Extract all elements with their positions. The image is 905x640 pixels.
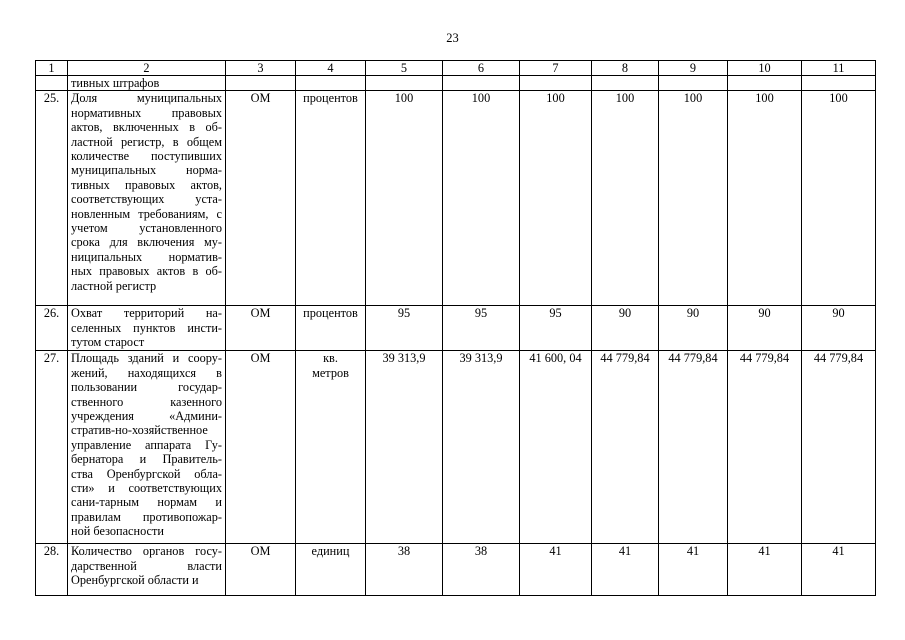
value-cell-col-11 <box>802 76 876 91</box>
indicator-name-line: ниципальных норматив- <box>71 249 222 264</box>
value-cell-col-10: 100 <box>728 91 802 306</box>
value-cell-col-7: 41 600, 04 <box>520 351 592 544</box>
unit-cell <box>296 76 366 91</box>
value-cell-col-5: 39 313,9 <box>366 351 443 544</box>
value-cell-col-9: 44 779,84 <box>659 351 728 544</box>
unit-cell <box>296 544 366 596</box>
indicator-name-line: селенных пунктов инсти- <box>71 320 222 335</box>
indicator-name-line: учреждения «Админи- <box>71 409 222 424</box>
indicator-name-line: ства Оренбургской обла- <box>71 466 222 481</box>
value-cell-col-11: 90 <box>802 306 876 351</box>
table-row <box>36 544 876 596</box>
unit-line: метров <box>312 365 349 380</box>
unit-cell <box>296 91 366 306</box>
value-cell-col-5: 100 <box>366 91 443 306</box>
indicators-table <box>35 60 876 596</box>
table-row <box>36 76 876 91</box>
indicator-name-cell <box>68 544 226 596</box>
value-cell-col-10: 41 <box>728 544 802 596</box>
value-cell-col-11: 44 779,84 <box>802 351 876 544</box>
value-cell-col-8: 90 <box>592 306 659 351</box>
indicator-name-line: ной безопасности <box>71 524 164 539</box>
unit-cell <box>296 306 366 351</box>
indicator-name-line: нормативных правовых <box>71 105 222 120</box>
header-cell-col-7: 7 <box>520 61 592 76</box>
header-cell-col-5: 5 <box>366 61 443 76</box>
value-cell-col-10 <box>728 76 802 91</box>
indicator-name-line: Количество органов госу- <box>71 544 222 559</box>
indicator-name-cell <box>68 306 226 351</box>
unit-line: кв. <box>323 351 338 366</box>
value-cell-col-11: 100 <box>802 91 876 306</box>
header-cell-col-10: 10 <box>728 61 802 76</box>
indicator-name-line: Площадь зданий и соору- <box>71 351 222 366</box>
unit-line: единиц <box>311 544 350 559</box>
indicator-name-line: жений, находящихся в <box>71 365 222 380</box>
value-cell-col-7 <box>520 76 592 91</box>
indicator-name-line: тивных правовых актов, <box>71 177 222 192</box>
value-cell-col-6: 38 <box>443 544 520 596</box>
unit-line: процентов <box>303 306 358 321</box>
source-cell: ОМ <box>226 91 296 306</box>
table-row <box>36 306 876 351</box>
indicator-name-line: Доля муниципальных <box>71 91 222 106</box>
page-number: 23 <box>446 31 459 45</box>
value-cell-col-9 <box>659 76 728 91</box>
source-cell <box>226 76 296 91</box>
indicator-name-line: пользовании государ- <box>71 380 222 395</box>
table-row <box>36 351 876 544</box>
value-cell-col-11: 41 <box>802 544 876 596</box>
indicator-name-line: тутом старост <box>71 335 145 350</box>
value-cell-col-9: 100 <box>659 91 728 306</box>
indicator-name-line: ластной регистр <box>71 278 157 293</box>
unit-cell <box>296 351 366 544</box>
value-cell-col-8: 44 779,84 <box>592 351 659 544</box>
indicator-name-line: правилам противопожар- <box>71 509 222 524</box>
value-cell-col-5: 95 <box>366 306 443 351</box>
row-number-cell <box>36 76 68 91</box>
indicator-name-line: соответствующих уста- <box>71 192 222 207</box>
indicator-name-cell <box>68 351 226 544</box>
value-cell-col-6: 39 313,9 <box>443 351 520 544</box>
header-cell-col-1: 1 <box>36 61 68 76</box>
value-cell-col-8: 41 <box>592 544 659 596</box>
header-cell-col-2: 2 <box>68 61 226 76</box>
value-cell-col-6: 100 <box>443 91 520 306</box>
header-row <box>36 61 876 76</box>
header-cell-col-11: 11 <box>802 61 876 76</box>
indicator-name-line: Охват территорий на- <box>71 306 222 321</box>
unit-line: процентов <box>303 91 358 106</box>
indicator-name-line: управление аппарата Гу- <box>71 437 222 452</box>
value-cell-col-5: 38 <box>366 544 443 596</box>
header-cell-col-6: 6 <box>443 61 520 76</box>
source-cell: ОМ <box>226 306 296 351</box>
row-number-cell: 26. <box>36 306 68 351</box>
indicator-name-line: бернатора и Правитель- <box>71 452 222 467</box>
indicator-name-line: дарственной власти <box>71 558 222 573</box>
value-cell-col-6: 95 <box>443 306 520 351</box>
indicator-name-line: сти» и соответствующих <box>71 481 222 496</box>
indicator-name-line: тивных штрафов <box>71 76 160 90</box>
indicator-name-line: учетом установленного <box>71 221 222 236</box>
value-cell-col-9: 41 <box>659 544 728 596</box>
source-cell: ОМ <box>226 351 296 544</box>
indicator-name-line: ных правовых актов в об- <box>71 264 222 279</box>
header-cell-col-3: 3 <box>226 61 296 76</box>
indicator-name-cell <box>68 76 226 91</box>
header-cell-col-4: 4 <box>296 61 366 76</box>
row-number-cell: 28. <box>36 544 68 596</box>
indicator-name-line: ластной регистр, в общем <box>71 134 222 149</box>
source-cell: ОМ <box>226 544 296 596</box>
value-cell-col-7: 41 <box>520 544 592 596</box>
value-cell-col-6 <box>443 76 520 91</box>
value-cell-col-10: 44 779,84 <box>728 351 802 544</box>
table-row <box>36 91 876 306</box>
value-cell-col-5 <box>366 76 443 91</box>
indicator-name-line: актов, включенных в об- <box>71 120 222 135</box>
indicator-name-line: новленным требованиям, с <box>71 206 222 221</box>
value-cell-col-7: 100 <box>520 91 592 306</box>
indicator-name-line: стратив-но-хозяйственное <box>71 423 208 438</box>
indicator-name-line: сани-тарным нормам и <box>71 495 222 510</box>
value-cell-col-8 <box>592 76 659 91</box>
indicator-name-line: муниципальных норма- <box>71 163 222 178</box>
indicator-name-line: срока для включения му- <box>71 235 222 250</box>
indicator-name-cell <box>68 91 226 306</box>
header-cell-col-8: 8 <box>592 61 659 76</box>
row-number-cell: 27. <box>36 351 68 544</box>
value-cell-col-7: 95 <box>520 306 592 351</box>
row-number-cell: 25. <box>36 91 68 306</box>
value-cell-col-9: 90 <box>659 306 728 351</box>
header-cell-col-9: 9 <box>659 61 728 76</box>
indicator-name-line: ственного казенного <box>71 394 222 409</box>
indicator-name-line: количестве поступивших <box>71 149 222 164</box>
value-cell-col-10: 90 <box>728 306 802 351</box>
indicator-name-line: Оренбургской области и <box>71 573 199 588</box>
value-cell-col-8: 100 <box>592 91 659 306</box>
